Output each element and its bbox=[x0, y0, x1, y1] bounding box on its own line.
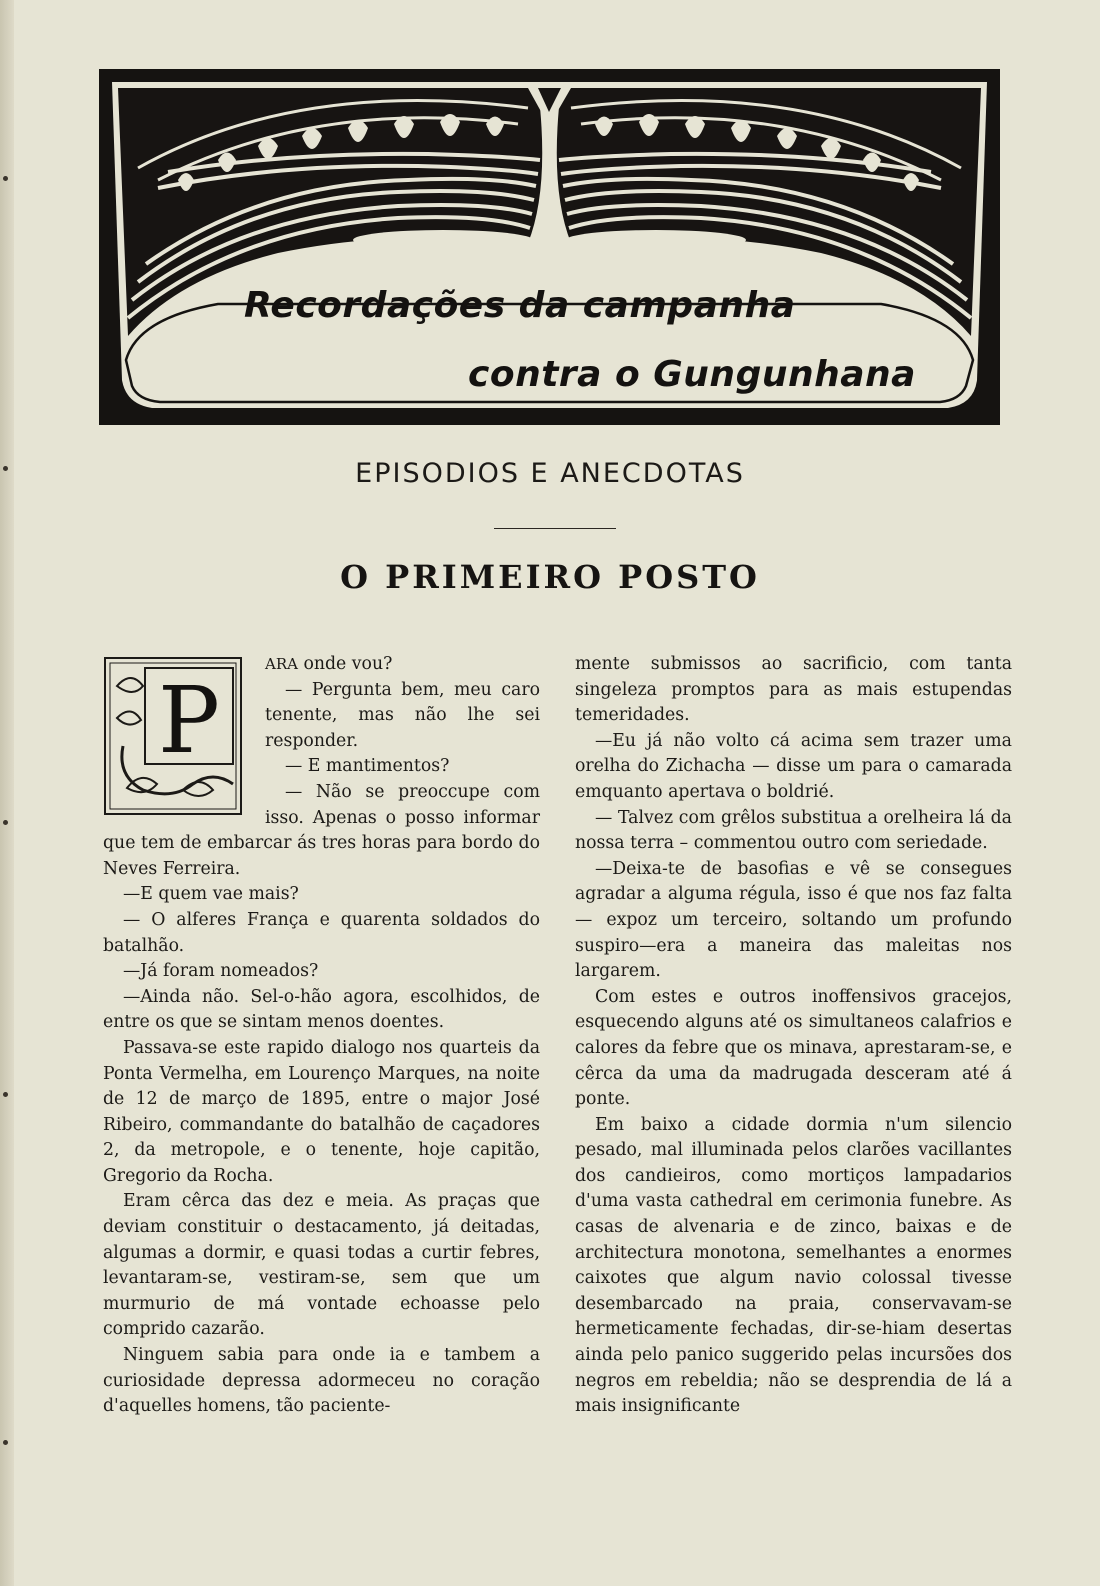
paragraph: —Já foram nomeados? bbox=[123, 961, 319, 982]
heading-divider bbox=[494, 528, 616, 529]
page-edge bbox=[0, 0, 14, 1586]
paragraph: — Pergunta bem, meu caro tenente, mas não lhe sei responder. bbox=[265, 679, 540, 751]
paragraph: —E quem vae mais? bbox=[123, 884, 299, 905]
article-title: O PRIMEIRO POSTO bbox=[340, 558, 760, 596]
paragraph: —Deixa-te de basofias e vê se consegues agradar a alguma régula, isso é que nos faz falta — expoz um terceiro, soltando um profundo suspiro—era a maneira das maleitas nos largarem. bbox=[575, 858, 1012, 982]
paragraph: — E mantimentos? bbox=[285, 756, 450, 777]
dropcap-ornament bbox=[103, 656, 243, 816]
binding-mark bbox=[3, 820, 8, 825]
section-heading: EPISODIOS E ANECDOTAS bbox=[355, 458, 745, 489]
paragraph: — Não se preoccupe com isso. Apenas o posso informar que tem de embarcar ás tres horas para bordo do Neves Ferreira. bbox=[103, 781, 540, 879]
paragraph: — O alferes França e quarenta soldados do batalhão. bbox=[103, 909, 540, 956]
binding-mark bbox=[3, 1440, 8, 1445]
paragraph: Ninguem sabia para onde ia e tambem a curiosidade depressa adormeceu no coração d'aquelles homens, tão paciente- bbox=[103, 1345, 540, 1417]
banner-title-line-1: Recordações da campanha bbox=[244, 285, 796, 326]
paragraph: Eram cêrca das dez e meia. As praças que deviam constituir o destacamento, já deitadas, algumas a dormir, e quasi todas a curtir febres, levantaram-se, vestiram-se, sem que um murmurio de má vontade echoasse pelo comprido cazarão. bbox=[103, 1191, 540, 1340]
binding-mark bbox=[3, 1092, 8, 1097]
binding-mark bbox=[3, 176, 8, 181]
paragraph-rest: onde vou? bbox=[297, 654, 393, 674]
right-column bbox=[575, 652, 1012, 1420]
banner-title-line-2: contra o Gungunhana bbox=[468, 354, 916, 395]
paragraph: —Ainda não. Sel-o-hão agora, escolhidos, de entre os que se sintam menos doentes. bbox=[103, 986, 540, 1033]
paragraph: Com estes e outros inoffensivos gracejos, esquecendo alguns até os simultaneos calafrios e calores da febre que os minava, aprestaram-se, e cêrca da uma da madrugada desceram até á ponte. bbox=[575, 986, 1012, 1110]
paragraph: — Talvez com grêlos substitua a orelheira lá da nossa terra – commentou outro com seriedade. bbox=[575, 807, 1012, 854]
dropcap-letter: P bbox=[158, 667, 220, 774]
paragraph-lead: ARA bbox=[265, 655, 298, 673]
paragraph: Em baixo a cidade dormia n'um silencio pesado, mal illuminada pelos clarões vacillantes dos candieiros, como mortiços lampadarios d'uma vasta cathedral em cerimonia funebre. As casas de alvenaria e de zinco, baixas e de architectura monotona, semelhantes a enormes caixotes que algum navio colossal tivesse desembarcado na praia, conservavam-se hermeticamente fechadas, dir-se-hiam desertas ainda pelo panico suggerido pelas incursões dos negros em rebeldia; não se desprendia de lá a mais insignificante bbox=[575, 1114, 1012, 1417]
ornamental-banner bbox=[98, 68, 1001, 426]
left-column bbox=[103, 652, 540, 1420]
paragraph: mente submissos ao sacrificio, com tanta singeleza promptos para as mais estupendas temeridades. bbox=[575, 654, 1012, 726]
paragraph: —Eu já não volto cá acima sem trazer uma orelha do Zichacha — disse um para o camarada emquanto apertava o boldrié. bbox=[575, 730, 1012, 802]
paragraph: Passava-se este rapido dialogo nos quarteis da Ponta Vermelha, em Lourenço Marques, na noite de 12 de março de 1895, entre o major José Ribeiro, commandante do batalhão de caçadores 2, da metropole, e o tenente, hoje capitão, Gregorio da Rocha. bbox=[103, 1037, 540, 1186]
